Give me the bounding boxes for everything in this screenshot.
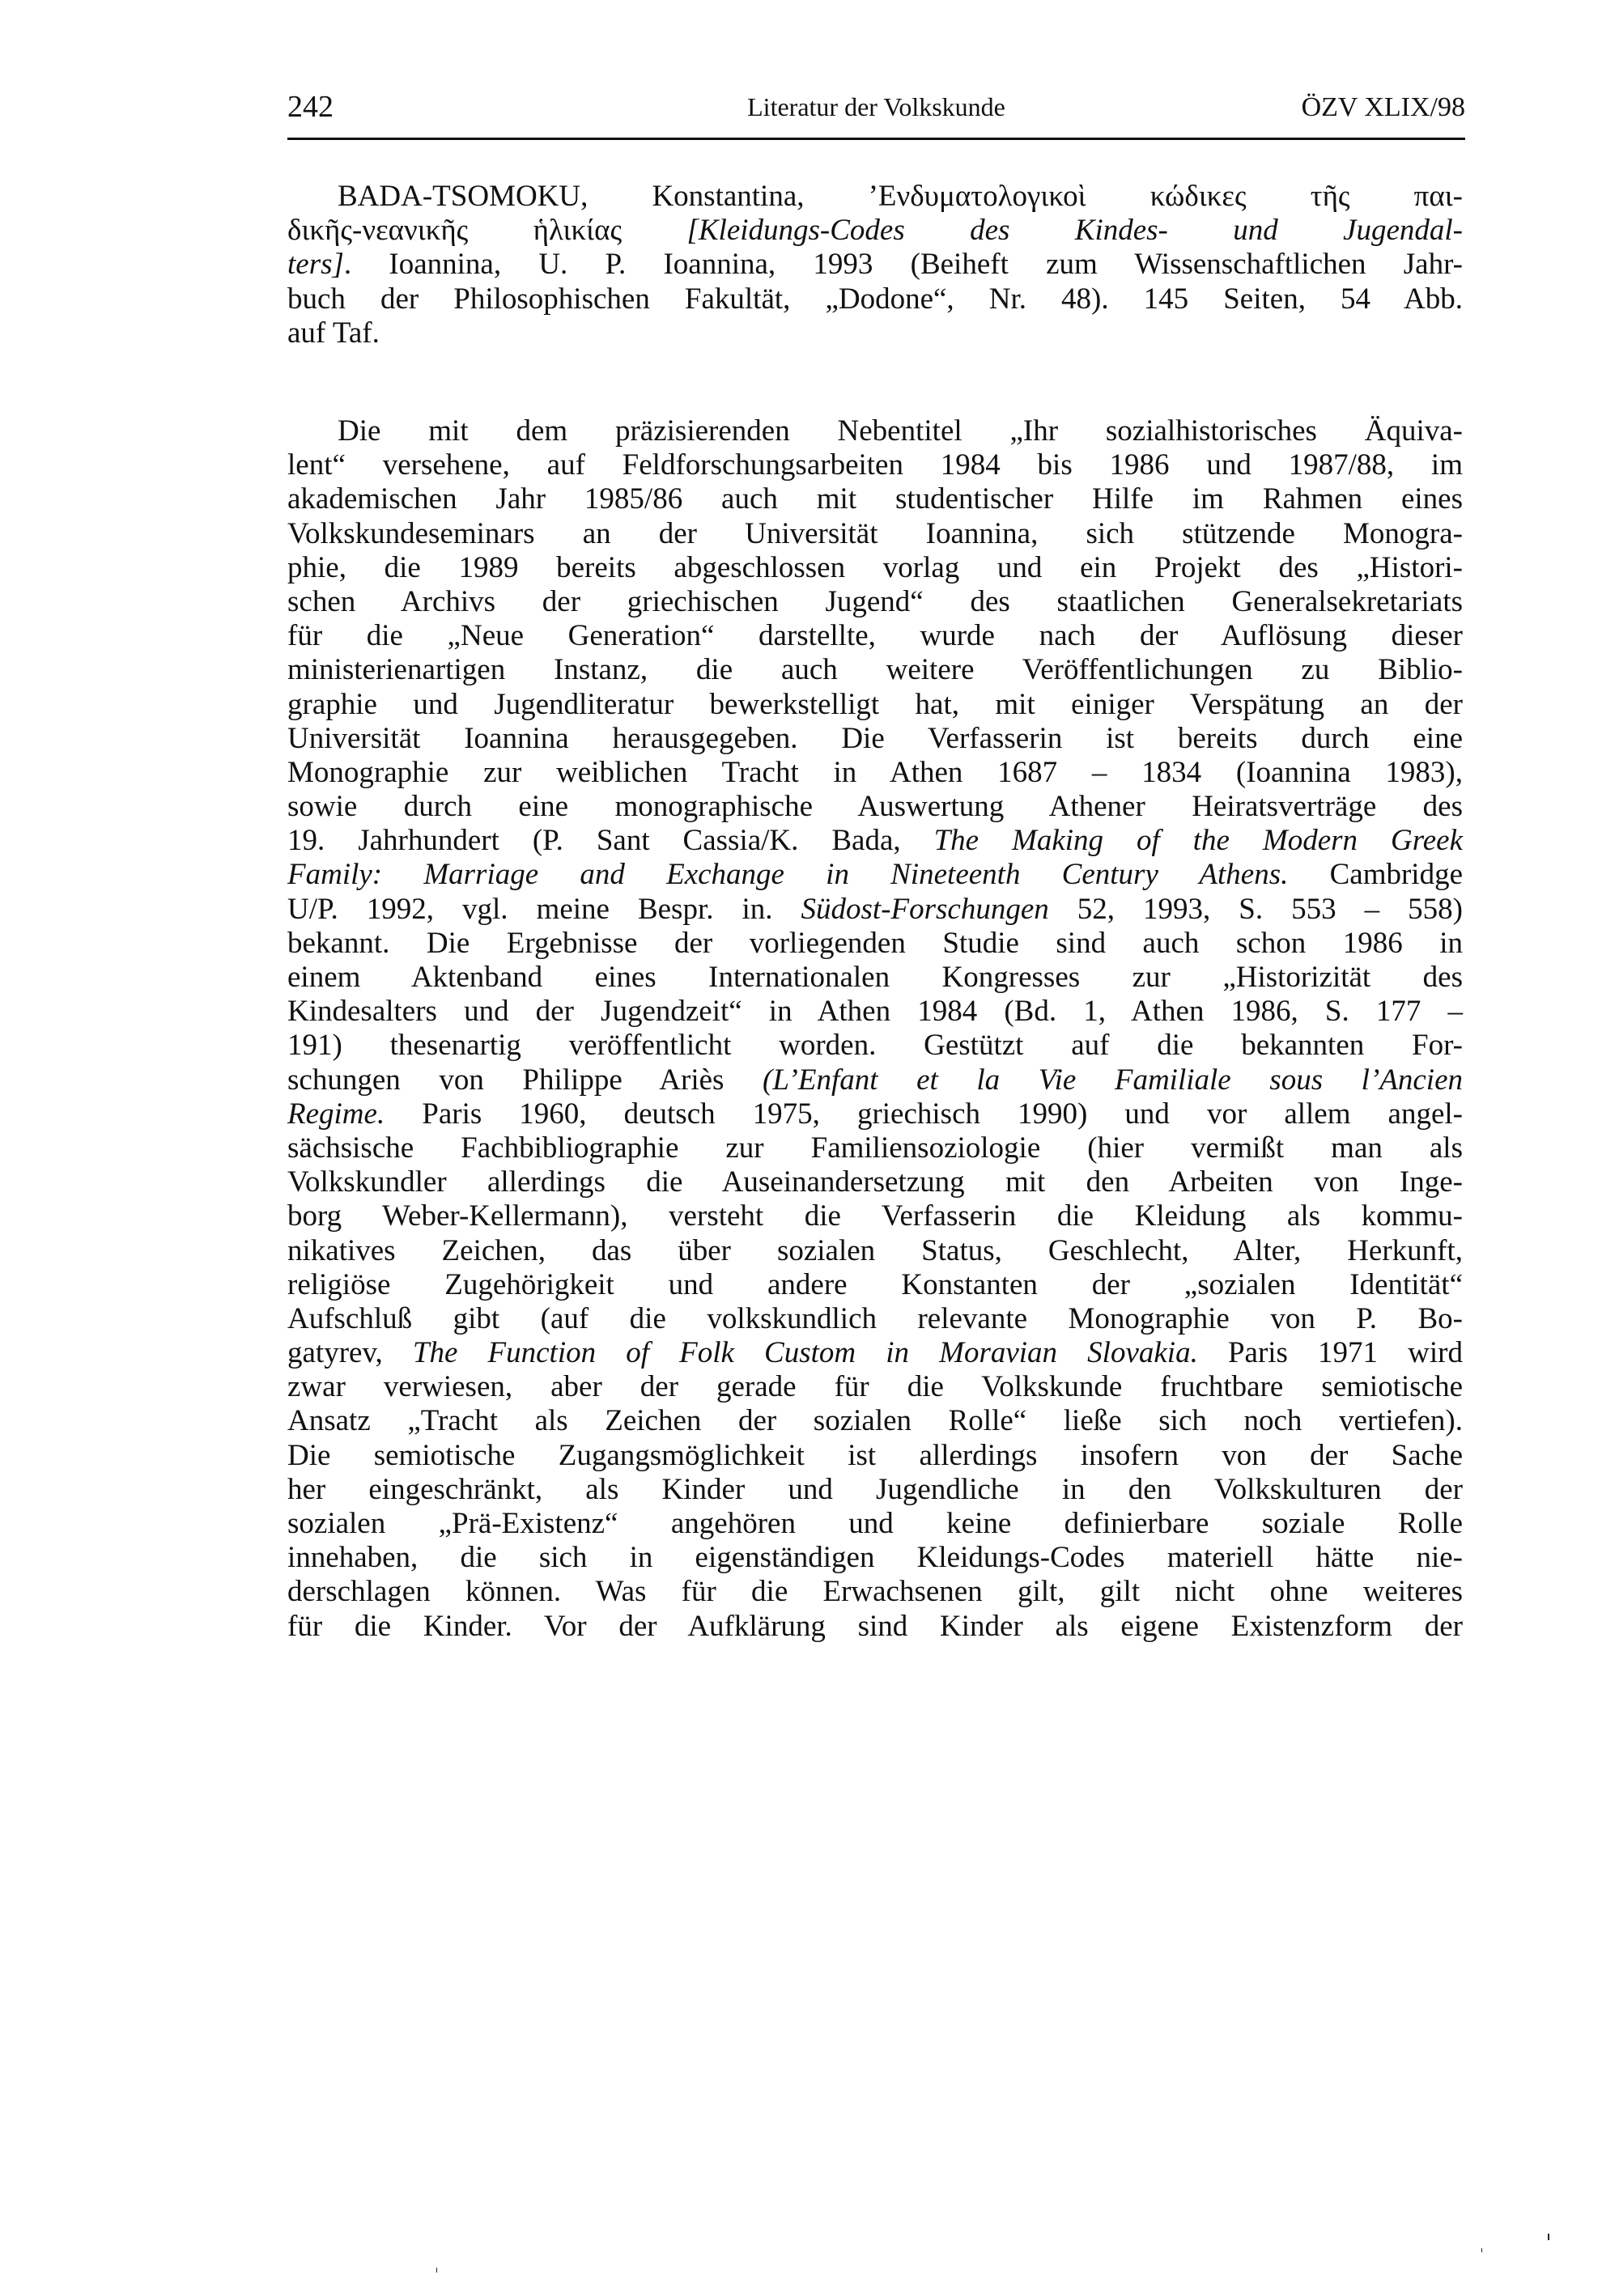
text-line <box>287 1302 1463 1336</box>
text-run: derschlagen können. Was für die Erwachsenen gilt, gilt nicht ohne weiteres <box>287 1575 1463 1609</box>
text-run: 19. Jahrhundert (P. Sant Cassia/K. Bada, <box>287 824 934 858</box>
text-run: lent“ versehene, auf Feldforschungsarbeiten 1984 bis 1986 und 1987/88, im <box>287 448 1463 482</box>
text-line <box>287 722 1463 756</box>
text-line <box>287 927 1463 961</box>
italic-text: Regime. <box>287 1097 385 1131</box>
text-line <box>287 1336 1463 1370</box>
text-run: einem Aktenband eines Internationalen Kongresses zur „Historizität des <box>287 961 1463 994</box>
text-run: . Ioannina, U. P. Ioannina, 1993 (Beiheft zum Wissenschaftlichen Jahr- <box>343 248 1463 282</box>
text-line <box>287 995 1463 1029</box>
review-paragraph <box>287 414 1463 1644</box>
text-run: sowie durch eine monographische Auswertung Athener Heiratsverträge des <box>287 790 1463 824</box>
text-run: Universität Ioannina herausgegeben. Die Verfasserin ist bereits durch eine <box>287 721 1463 755</box>
text-line <box>287 1165 1463 1199</box>
text-line <box>287 482 1463 516</box>
text-run: auf Taf. <box>287 316 380 350</box>
text-line <box>287 1063 1463 1097</box>
text-run: phie, die 1989 bereits abgeschlossen vorlag und ein Projekt des „Histori- <box>287 550 1463 584</box>
text-run: sächsische Fachbibliographie zur Familiensoziologie (hier vermißt man als <box>287 1131 1463 1165</box>
text-run: Paris 1971 wird <box>1197 1336 1463 1370</box>
text-line <box>287 824 1463 858</box>
text-line <box>287 316 1463 350</box>
text-line <box>287 414 1463 448</box>
text-run: her eingeschränkt, als Kinder und Jugendliche in den Volkskulturen der <box>287 1472 1463 1506</box>
text-run: BADA-TSOMOKU, Konstantina, ’Ενδυματολογικοὶ κώδικες τῆς παι- <box>338 180 1463 213</box>
text-line <box>287 1575 1463 1609</box>
text-line <box>287 517 1463 551</box>
text-run: für die „Neue Generation“ darstellte, wurde nach der Auflösung dieser <box>287 619 1463 653</box>
text-run: bekannt. Die Ergebnisse der vorliegenden Studie sind auch schon 1986 in <box>287 926 1463 960</box>
text-line <box>287 180 1463 214</box>
text-line <box>287 282 1463 316</box>
text-line <box>287 248 1463 282</box>
text-line <box>287 1131 1463 1165</box>
text-line <box>287 1234 1463 1268</box>
italic-text: The Making of the Modern Greek <box>933 824 1463 858</box>
text-line <box>287 790 1463 824</box>
running-header <box>287 79 1465 128</box>
journal-issue: ÖZV XLIX/98 <box>1301 92 1465 122</box>
text-line <box>287 214 1463 248</box>
text-line <box>287 448 1463 482</box>
text-line <box>287 653 1463 687</box>
text-line <box>287 1029 1463 1063</box>
text-run: U/P. 1992, vgl. meine Bespr. in. <box>287 892 801 926</box>
italic-text: Südost-Forschungen <box>801 892 1049 926</box>
text-run: akademischen Jahr 1985/86 auch mit studentischer Hilfe im Rahmen eines <box>287 482 1463 516</box>
text-run: ministerienartigen Instanz, die auch weitere Veröffentlichungen zu Biblio- <box>287 653 1463 687</box>
text-run: für die Kinder. Vor der Aufklärung sind Kinder als eigene Existenzform der <box>287 1609 1463 1643</box>
italic-text: (L’Enfant et la Vie Familiale sous l’Ancien <box>763 1063 1463 1097</box>
text-run: Cambridge <box>1288 858 1463 892</box>
text-run: Kindesalters und der Jugendzeit“ in Athen 1984 (Bd. 1, Athen 1986, S. 177 – <box>287 995 1463 1029</box>
text-run: schungen von Philippe Ariès <box>287 1063 763 1097</box>
italic-text: Family: Marriage and Exchange in Nineteenth Century Athens. <box>287 858 1289 892</box>
text-run: nikatives Zeichen, das über sozialen Status, Geschlecht, Alter, Herkunft, <box>287 1233 1463 1267</box>
text-run: Die mit dem präzisierenden Nebentitel „Ihr sozialhistorisches Äquiva- <box>338 414 1463 448</box>
text-run: gatyrev, <box>287 1336 413 1370</box>
text-line <box>287 961 1463 995</box>
text-run: borg Weber-Kellermann), versteht die Verfasserin die Kleidung als kommu- <box>287 1199 1463 1233</box>
text-line <box>287 1370 1463 1404</box>
text-line <box>287 585 1463 619</box>
bibliographic-entry <box>287 180 1463 350</box>
text-line <box>287 1541 1463 1575</box>
text-line <box>287 688 1463 722</box>
italic-text: The Function of Folk Custom in Moravian Slovakia. <box>412 1336 1198 1370</box>
running-title: Literatur der Volkskunde <box>747 92 1005 121</box>
text-line <box>287 1404 1463 1438</box>
text-line <box>287 1507 1463 1541</box>
text-run: zwar verwiesen, aber der gerade für die Volkskunde fruchtbare semiotische <box>287 1370 1463 1404</box>
text-run: 52, 1993, S. 553 – 558) <box>1048 892 1463 926</box>
text-line <box>287 619 1463 653</box>
page-number: 242 <box>287 90 334 124</box>
text-line <box>287 1439 1463 1473</box>
text-run: Paris 1960, deutsch 1975, griechisch 1990) und vor allem angel- <box>385 1097 1463 1131</box>
text-run: Volkskundler allerdings die Auseinandersetzung mit den Arbeiten von Inge- <box>287 1165 1463 1199</box>
text-run: Monographie zur weiblichen Tracht in Athen 1687 – 1834 (Ioannina 1983), <box>287 755 1463 789</box>
text-run: buch der Philosophischen Fakultät, „Dodone“, Nr. 48). 145 Seiten, 54 Abb. <box>287 282 1463 316</box>
text-line <box>287 1097 1463 1131</box>
text-run: δικῆς-νεανικῆς ἡλικίας <box>287 214 687 248</box>
text-line <box>287 1199 1463 1233</box>
text-run: religiöse Zugehörigkeit und andere Konstanten der „sozialen Identität“ <box>287 1267 1463 1301</box>
text-run: graphie und Jugendliteratur bewerkstelligt hat, mit einiger Verspätung an der <box>287 687 1463 721</box>
text-run: sozialen „Prä-Existenz“ angehören und keine definierbare soziale Rolle <box>287 1507 1463 1540</box>
text-line <box>287 893 1463 927</box>
text-run: Volkskundeseminars an der Universität Ioannina, sich stützende Monogra- <box>287 516 1463 550</box>
text-run: Ansatz „Tracht als Zeichen der sozialen Rolle“ ließe sich noch vertiefen). <box>287 1404 1463 1438</box>
header-rule <box>287 138 1465 140</box>
text-line <box>287 1473 1463 1507</box>
text-run: innehaben, die sich in eigenständigen Kleidungs-Codes materiell hätte nie- <box>287 1541 1463 1575</box>
text-line <box>287 1610 1463 1644</box>
text-run: Aufschluß gibt (auf die volkskundlich relevante Monographie von P. Bo- <box>287 1301 1463 1335</box>
italic-text: [Kleidungs-Codes des Kindes- und Jugendal- <box>686 214 1464 248</box>
text-line <box>287 1268 1463 1302</box>
text-run: Die semiotische Zugangsmöglichkeit ist allerdings insofern von der Sache <box>287 1438 1463 1472</box>
text-line <box>287 756 1463 790</box>
text-line <box>287 858 1463 892</box>
italic-text: ters] <box>287 248 344 282</box>
text-line <box>287 551 1463 585</box>
text-run: schen Archivs der griechischen Jugend“ des staatlichen Generalsekretariats <box>287 584 1463 618</box>
text-run: 191) thesenartig veröffentlicht worden. Gestützt auf die bekannten For- <box>287 1029 1463 1063</box>
